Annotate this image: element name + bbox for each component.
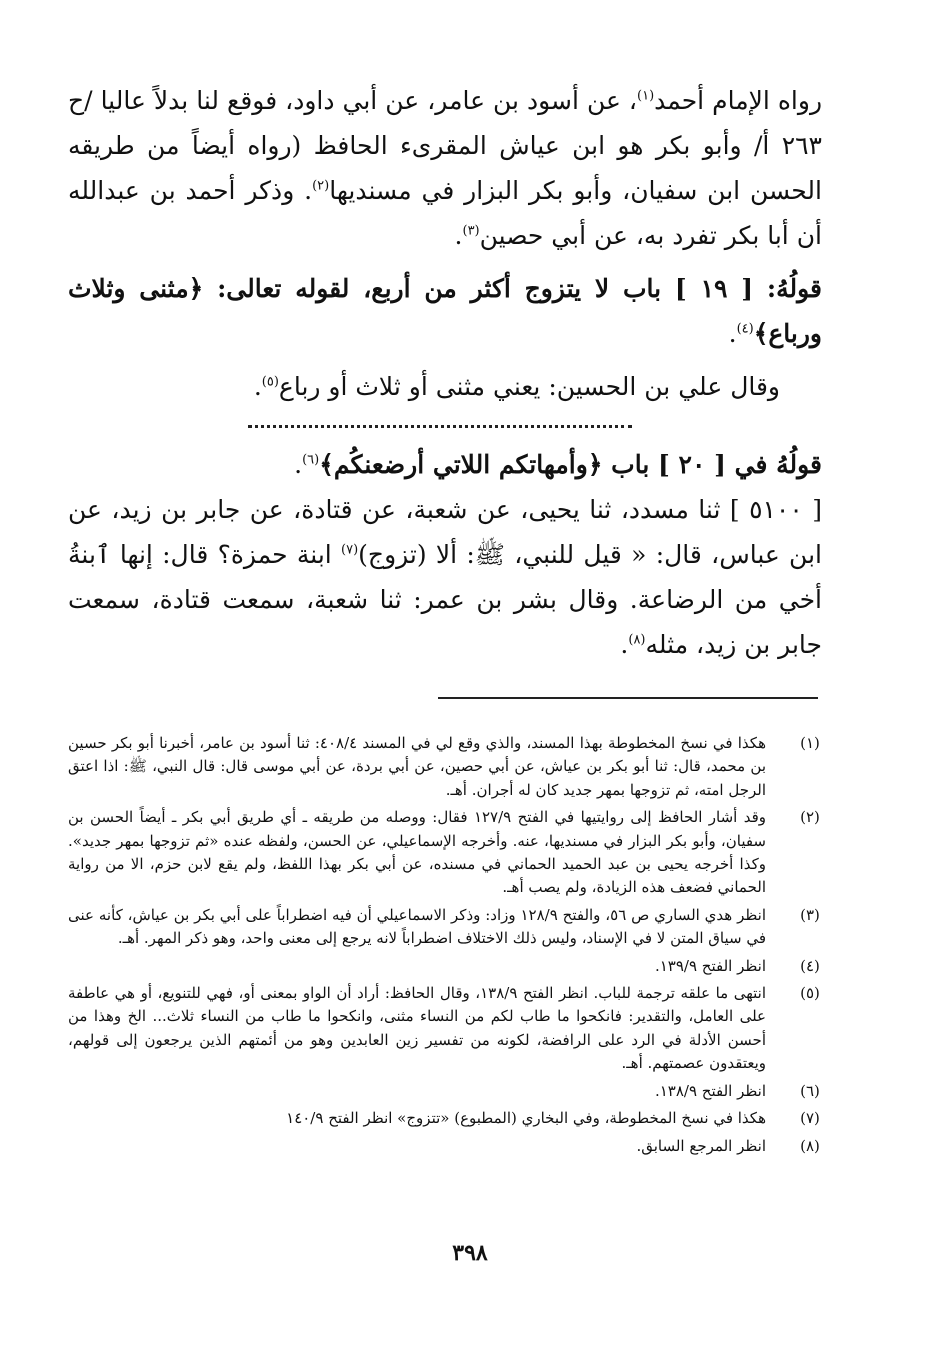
paragraph-hadith-5100 — [68, 487, 822, 667]
footnote-text: وقد أشار الحافظ إلى روايتيها في الفتح ١٢٧/٩ فقال: ووصله من طريقه ـ أي طريق أبي بكر ـ أيضاً الحسن بن سفيان، وأبو بكر البزار في مسنديها، عنه. وأخرجه الإسماعيلي، عن الحسن، ولفظه عنده «ثم تزوجها بمهر جديد». وكذا أخرجه يحيى بن عبد الحميد الحماني في مسنده، عن أبي بكر بهذا اللفظ، ولم يقع لابن حزم، الا من رواية الحماني فضعف هذه الزيادة، ولم يصب أهـ. — [68, 808, 766, 897]
footnote-text: انظر المرجع السابق. — [636, 1136, 766, 1155]
footnote-ref: (٣) — [462, 223, 480, 239]
footnote — [68, 806, 822, 900]
text-run: رواه الإمام أحمد — [654, 86, 823, 115]
footnotes — [68, 732, 822, 1162]
page-number: ٣٩٨ — [452, 1240, 488, 1266]
paragraph-ali-quote — [68, 364, 822, 409]
footnote-number: (٣) — [800, 905, 820, 924]
footnote-text: انظر الفتح ١٣٩/٩. — [654, 956, 766, 975]
footnote-ref: (٧) — [341, 542, 359, 558]
footnote — [68, 955, 822, 978]
footnote-number: (٢) — [800, 808, 820, 827]
text-run: . — [454, 221, 463, 250]
footnote-text: انظر الفتح ١٣٨/٩. — [654, 1081, 766, 1100]
text-run: ابنة حمزة؟ قال: إنها ٱبنةُ أخي من الرضاعة. وقال بشر بن عمر: ثنا شعبة، سمعت قتادة، سمعت جابر بن زيد، مثله — [68, 540, 822, 659]
text-run: . — [728, 319, 737, 348]
footnote-ref: (١) — [637, 88, 655, 104]
text-run: ، عن أسود بن عامر، عن أبي داود، فوقع لنا بدلاً عاليا /ح ٢٦٣ أ/ وأبو بكر هو ابن عياش المقرىء الحافظ (رواه أيضاً من طريقه الحسن ابن سفيان، وأبو بكر البزار في مسنديها — [68, 86, 822, 205]
footnote — [68, 1080, 822, 1103]
chapter-heading: قولُهُ في [ ٢٠ ] باب ﴿وأمهاتكم اللاتي أرضعنكُم﴾ — [319, 450, 822, 479]
footnote-number: (٤) — [800, 956, 820, 975]
text-run: . وذكر أحمد بن عبدالله أن أبا بكر تفرد به، عن أبي حصين — [68, 176, 822, 250]
paragraph-chapter-19 — [68, 266, 822, 356]
text-run: [ ٥١٠٠ ] ثنا مسدد، ثنا يحيى، عن شعبة، عن قتادة، عن جابر بن زيد، عن ابن عباس، قال: « قيل للنبي، ﷺ: ألا (تزوج) — [68, 495, 822, 569]
text-run: وقال علي بن الحسين: يعني مثنى أو ثلاث أو رباع — [278, 372, 780, 401]
footnote-number: (٧) — [800, 1109, 820, 1128]
footnote-ref: (٥) — [261, 374, 279, 390]
text-run: . — [620, 630, 629, 659]
footnote — [68, 1107, 822, 1130]
footnote-number: (٦) — [800, 1081, 820, 1100]
footnote — [68, 982, 822, 1076]
footnote-text: انظر هدي الساري ص ٥٦، والفتح ١٢٨/٩ وزاد: وذكر الاسماعيلي أن فيه اضطراباً على أبي بكر بن عياش، كأنه عنى في سياق المتن لا في الإسناد، وليس ذلك الاختلاف اضطراباً لانه يرجع إلى معنى واحد، وهو ذكر المهر. أهـ. — [68, 905, 766, 948]
footnote — [68, 732, 822, 802]
footnote-ref: (٤) — [736, 321, 754, 337]
paragraph-narration — [68, 78, 822, 258]
text-run: . — [294, 450, 303, 479]
footnote — [68, 904, 822, 951]
footnote-number: (٨) — [800, 1136, 820, 1155]
footnote-ref: (٨) — [628, 632, 646, 648]
footnote-number: (١) — [800, 734, 820, 752]
footnote-ref: (٢) — [312, 178, 330, 194]
footnote — [68, 1135, 822, 1158]
footnote-text: انتهى ما علقه ترجمة للباب. انظر الفتح ١٣٨/٩، وقال الحافظ: أراد أن الواو بمعنى أو، فهي للتنويع، أو هي عاطفة على العامل، والتقدير: فانكحوا ما طاب لكم من النساء مثنى، وانكحوا ما طاب من النساء ثلاث... الخ وهذا من أحسن الأدلة في الرد على الرافضة، لكونه من تفسير زين العابدين وهو من أئمتهم الذين يرجعون إلى قولهم، ويعتقدون عصمتهم. أهـ. — [68, 984, 766, 1073]
chapter-heading: قولُهُ: [ ١٩ ] باب لا يتزوج أكثر من أربع، لقوله تعالى: ﴿مثنى وثلاث ورباع﴾ — [68, 274, 822, 348]
main-text — [68, 78, 822, 667]
footnote-ref: (٦) — [302, 452, 320, 468]
footnote-text: هكذا في نسخ المخطوطة بهذا المسند، والذي وقع لي في المسند ٤٠٨/٤: ثنا أسود بن عامر، أخبرنا أبو بكر حسين بن محمد، قال: ثنا أبو بكر بن عياش، عن أبي حصين، عن أبي بردة، عن أبي موسى قال: قال النبي، ﷺ: اذا اعتق الرجل امته، ثم تزوجها بمهر جديد كان له أجران. أهـ. — [68, 734, 766, 799]
dotted-separator — [248, 425, 632, 428]
text-run: . — [253, 372, 262, 401]
footnote-text: هكذا في نسخ المخطوطة، وفي البخاري (المطبوع) «تتزوج» انظر الفتح ١٤٠/٩ — [286, 1109, 766, 1128]
paragraph-chapter-20 — [68, 442, 822, 487]
footnote-divider — [438, 697, 818, 699]
footnote-number: (٥) — [800, 984, 820, 1003]
